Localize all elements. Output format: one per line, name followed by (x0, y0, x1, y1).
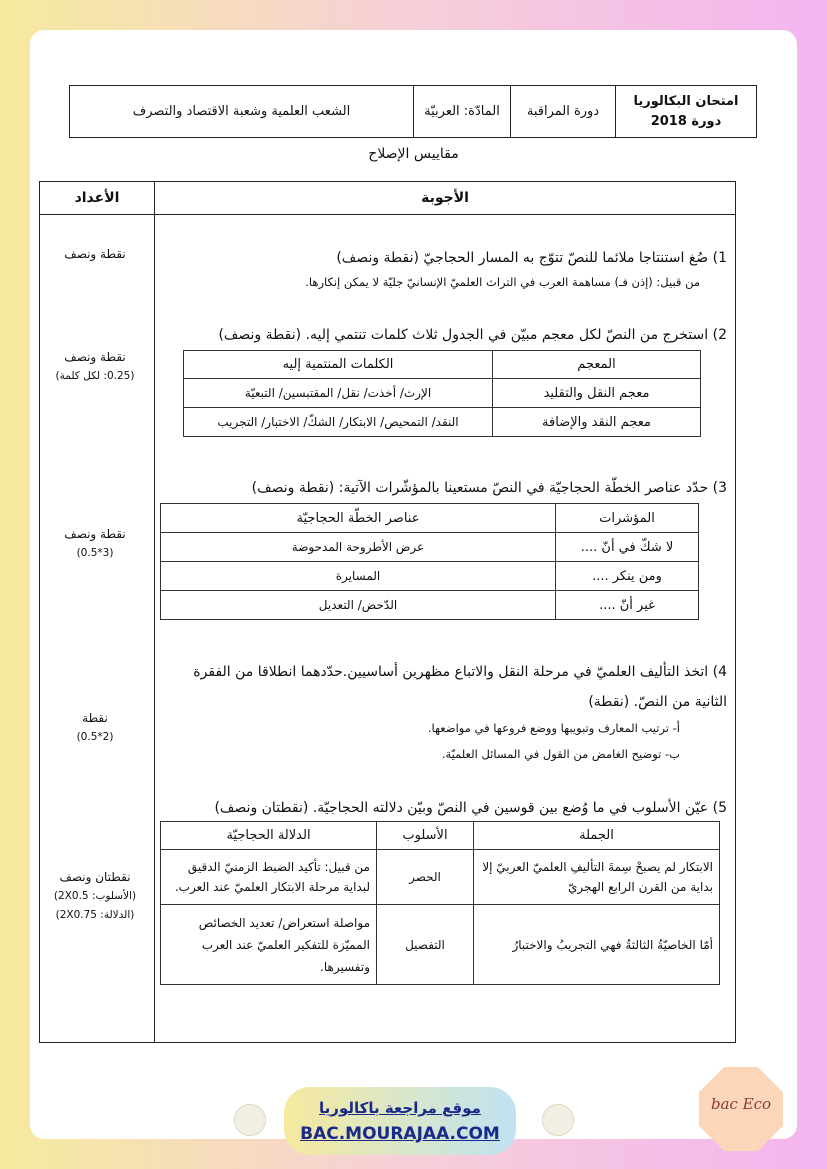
q4-score-note: (2*0.5) (76, 731, 114, 743)
q4-text-line1: 4) اتخذ التأليف العلميّ في مرحلة النقل والاتباع مظهرين أساسيين.حدّدهما انطلاقا من الفقرة (193, 664, 727, 680)
seal-icon (542, 1104, 574, 1136)
exam-year: دورة 2018 (650, 113, 722, 129)
table-cell: الدّحض/ التعديل (161, 591, 556, 620)
site-badge[interactable] (284, 1087, 516, 1155)
table-cell: مواصلة استعراض/ تعديد الخصائص المميّزة للتفكير العلميّ عند العرب وتفسيرها. (161, 905, 377, 985)
q3-score-note: (3*0.5) (76, 547, 114, 559)
logo-text: bac Eco (710, 1095, 772, 1113)
q5-text: 5) عيّن الأسلوب في ما وُضع بين قوسين في النصّ وبيّن دلالته الحجاجيّة. (نقطتان ونصف) (214, 800, 727, 816)
q5-score-note-style: (الأسلوب: 2X0.5) (53, 890, 137, 902)
table-cell: أمّا الخاصيّةُ الثالثةُ فهي التجريبُ والاختبارُ (474, 905, 720, 985)
table-cell: المسايرة (161, 562, 556, 591)
q4-score-value: نقطة (82, 711, 108, 725)
table-cell: الابتكار لم يصبحْ سِمةَ التأليفِ العلميّ العربيّ إلا بداية من القرن الرابع الهجريّ (474, 850, 720, 905)
q2-header-words: الكلمات المنتمية إليه (184, 351, 493, 379)
table-cell: الحصر (377, 850, 474, 905)
table-row (161, 905, 720, 985)
q3-text: 3) حدّد عناصر الخطّة الحجاجيّة في النصّ مستعينا بالمؤشّرات الآتية: (نقطة ونصف) (251, 480, 727, 496)
q2-header-lexicon: المعجم (493, 351, 701, 379)
branches-cell: الشعب العلمية وشعبة الاقتصاد والتصرف (70, 86, 414, 138)
table-cell: من قبيل: تأكيد الضبط الزمنيّ الدقيق لبداية مرحلة الابتكار العلميّ عند العرب. (161, 850, 377, 905)
q1-score: نقطة ونصف (64, 247, 126, 261)
session-cell: دورة المراقبة (511, 86, 616, 138)
table-row (184, 379, 701, 408)
table-cell: التفصيل (377, 905, 474, 985)
q1-sample-answer: من قبيل: (إذن فـ) مساهمة العرب في التراث العلميّ الإنسانيّ جليّة لا يمكن إنكارها. (305, 275, 700, 289)
exam-cell (616, 86, 757, 138)
exam-title: امتحان البكالوريا (633, 93, 739, 109)
site-name[interactable]: موقع مراجعة باكالوريا (319, 1099, 481, 1117)
q2-score-value: نقطة ونصف (64, 350, 126, 364)
q4-score (40, 709, 150, 747)
q4-answer-a: أ- ترتيب المعارف وتبويبها ووضع فروعها في مواضعها. (427, 721, 680, 735)
table-cell: الإرث/ أخذت/ نقل/ المقتبسين/ التبعيّة (184, 379, 493, 408)
q4-answer-b: ب- توضيح الغامض من القول في المسائل العلميّة. (441, 747, 680, 761)
site-url[interactable]: BAC.MOURAJAA.COM (300, 1124, 500, 1144)
table-cell: النقد/ التمحيص/ الابتكار/ الشكّ/ الاختبار/ التجريب (184, 408, 493, 437)
q2-table (183, 350, 701, 437)
q3-header-elements: عناصر الخطّة الحجاجيّة (161, 504, 556, 533)
q1-text: 1) صُغ استنتاجا ملائما للنصّ تتوّج به المسار الحجاجيّ (نقطة ونصف) (336, 250, 727, 266)
q3-score (40, 525, 150, 563)
table-row (161, 591, 699, 620)
q5-score-note-meaning: (الدلالة: 2X0.75) (55, 909, 135, 921)
points-column-header: الأعداد (40, 182, 154, 215)
table-row (161, 562, 699, 591)
table-cell: عرض الأطروحة المدحوضة (161, 533, 556, 562)
table-cell: ومن ينكر .... (556, 562, 699, 591)
q3-table (160, 503, 699, 620)
subject-cell: المادّة: العربيّة (414, 86, 511, 138)
table-row (161, 850, 720, 905)
q3-score-value: نقطة ونصف (64, 527, 126, 541)
q3-header-indicators: المؤشرات (556, 504, 699, 533)
page-title: مقاييس الإصلاح (368, 146, 459, 162)
q5-header-style: الأسلوب (377, 822, 474, 850)
seal-icon (234, 1104, 266, 1136)
column-divider (154, 182, 155, 1042)
q4-text-line2: الثانية من النصّ. (نقطة) (588, 694, 727, 710)
q2-text: 2) استخرج من النصّ لكل معجم مبيّن في الجدول ثلاث كلمات تنتمي إليه. (نقطة ونصف) (218, 327, 727, 343)
table-cell: غير أنّ .... (556, 591, 699, 620)
q5-score-value: نقطتان ونصف (59, 870, 131, 884)
q5-header-sentence: الجملة (474, 822, 720, 850)
table-cell: معجم النقد والإضافة (493, 408, 701, 437)
table-cell: لا شكّ في أنّ .... (556, 533, 699, 562)
q5-table (160, 821, 720, 985)
q2-score-note: (0.25: لكل كلمة) (55, 370, 135, 382)
q5-score (40, 868, 150, 925)
table-row (161, 533, 699, 562)
table-row (184, 408, 701, 437)
answers-column-header: الأجوبة (155, 182, 735, 215)
table-cell: معجم النقل والتقليد (493, 379, 701, 408)
q2-score (40, 348, 150, 386)
exam-header (69, 85, 757, 138)
q5-header-meaning: الدلالة الحجاجيّة (161, 822, 377, 850)
